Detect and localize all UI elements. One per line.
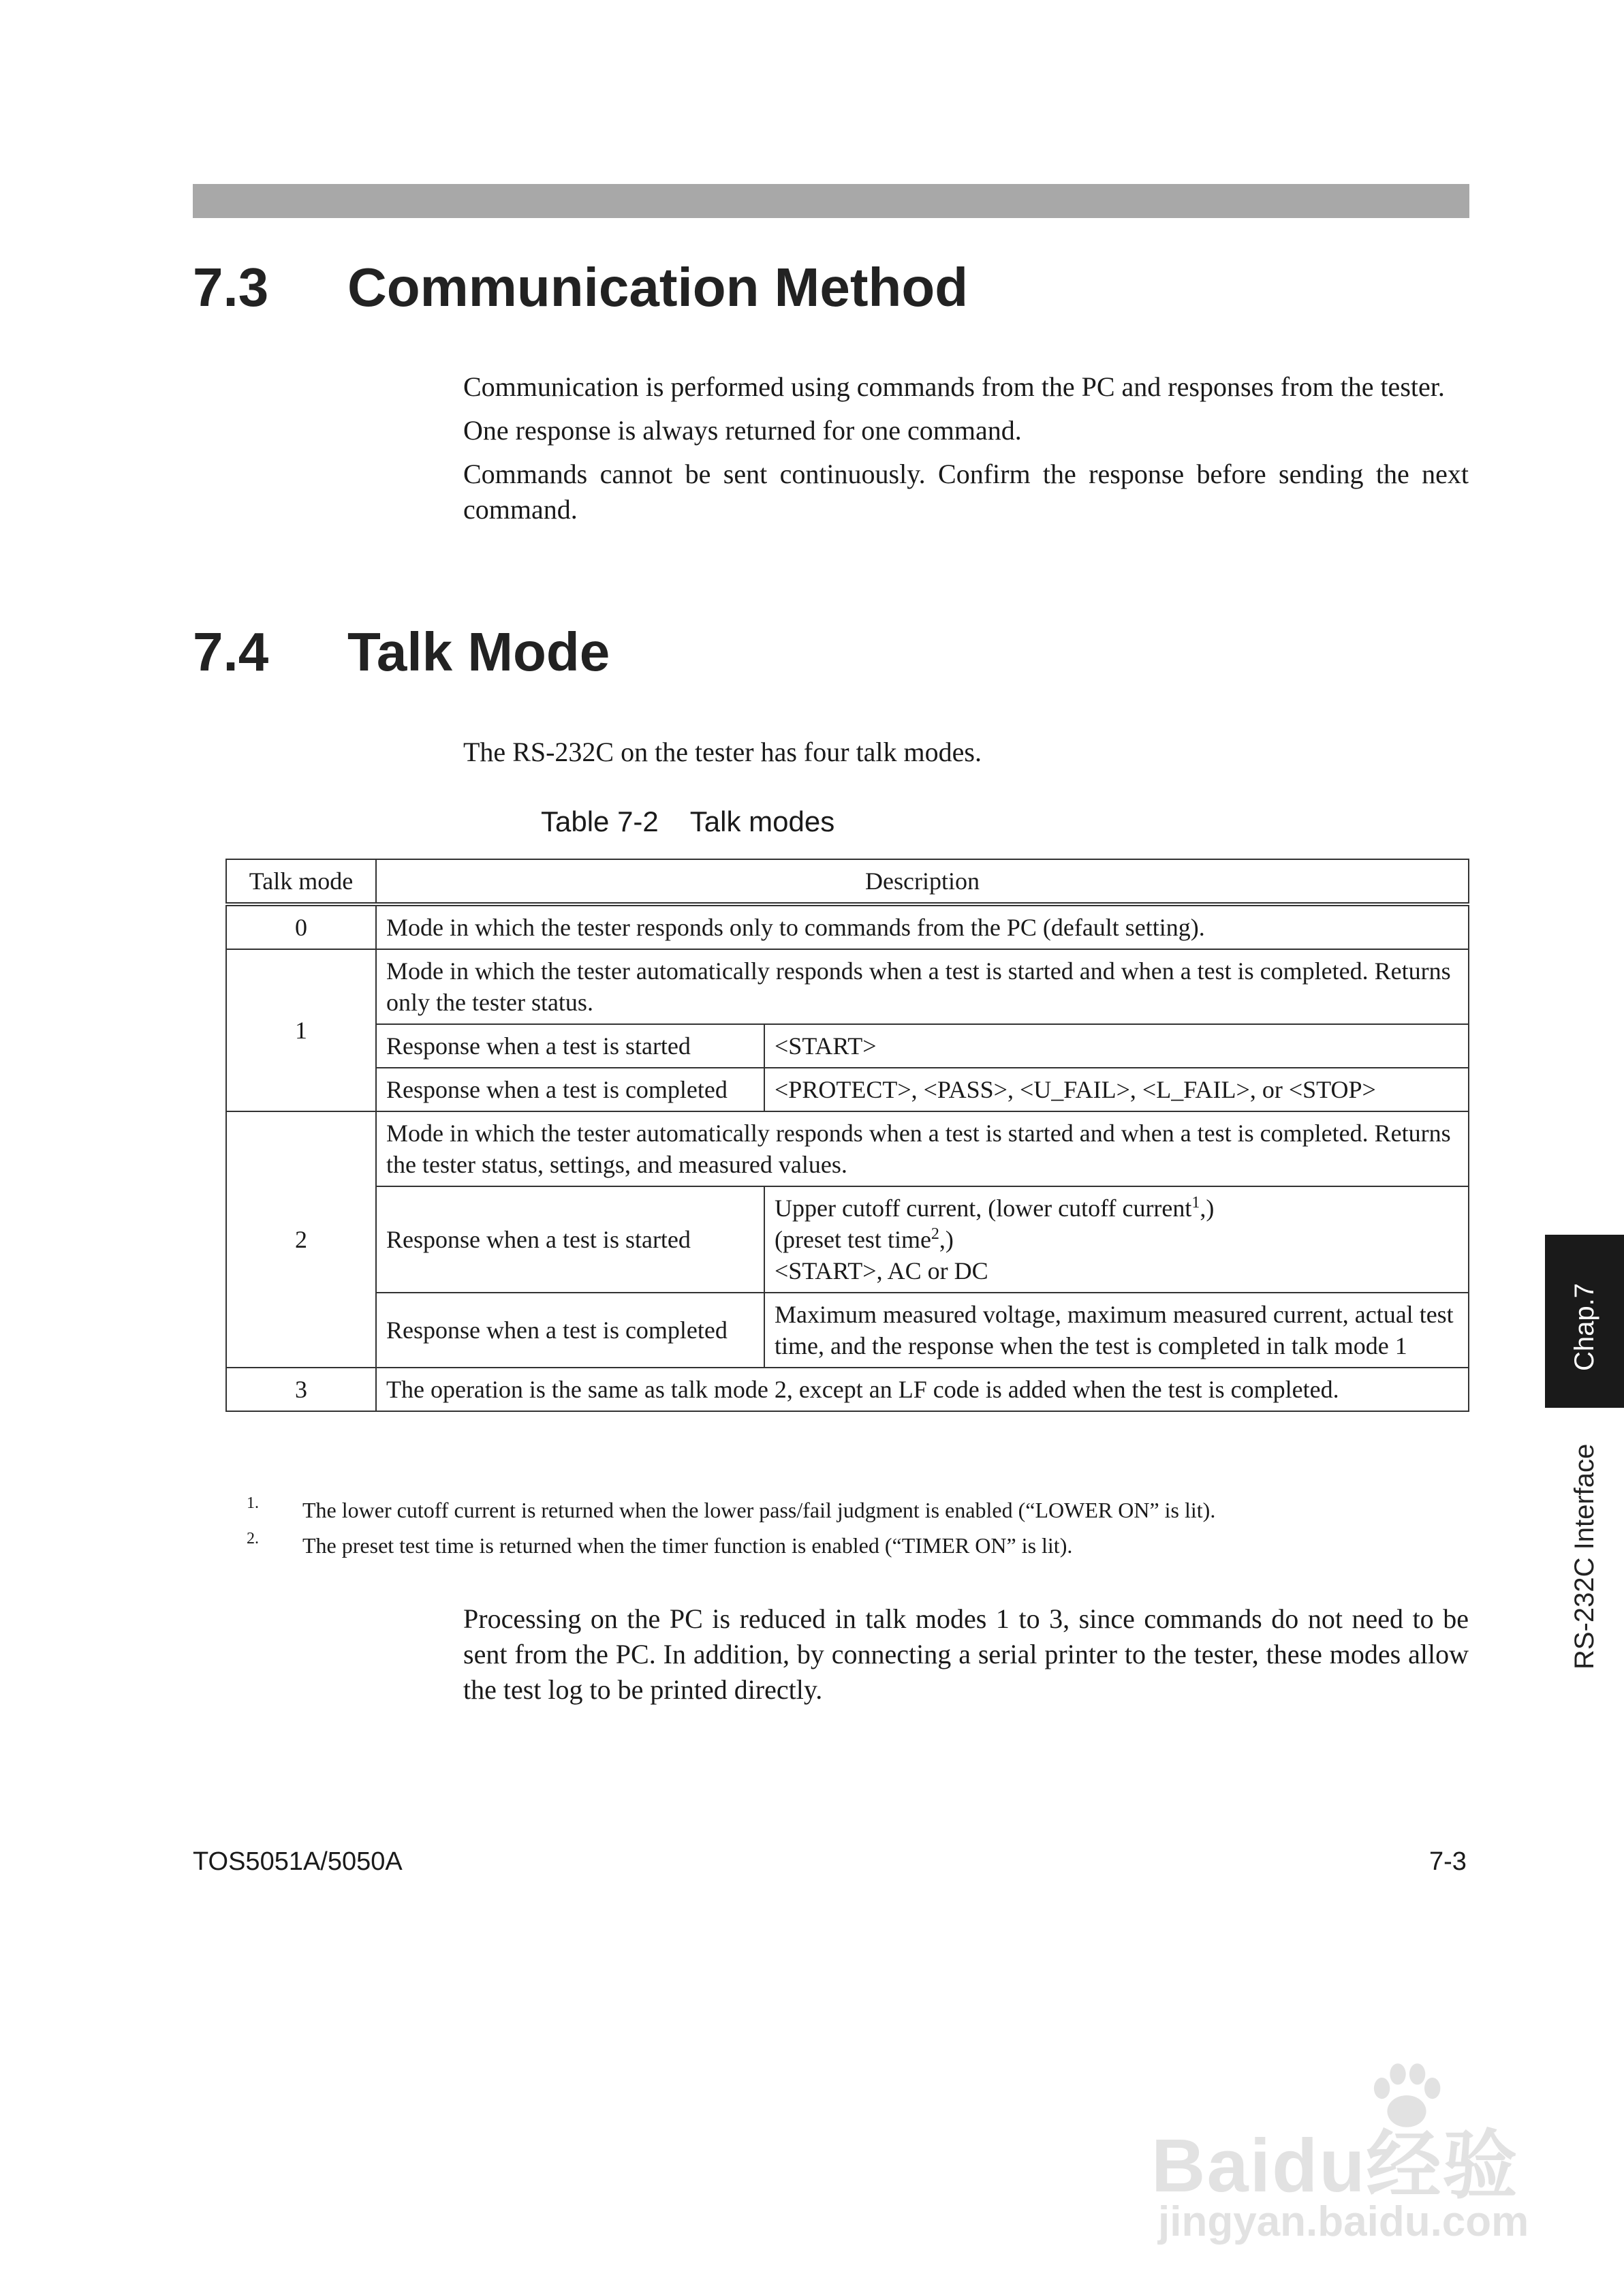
talk-mode-intro (463, 735, 1469, 778)
paragraph: Processing on the PC is reduced in talk modes 1 to 3, since commands do not need to be sent from the PC. In addition, by connecting a serial printer to the tester, these modes allow the test log to be printed directly. (463, 1603, 1469, 1705)
section-number: 7.3 (193, 257, 269, 318)
watermark-url: jingyan.baidu.com (1158, 2198, 1529, 2245)
section-heading-7-4 (193, 621, 610, 683)
mode-description: Mode in which the tester automatically responds when a test is started and when a test is completed. Returns the tester status, settings, and measured values. (376, 1111, 1469, 1186)
table-row (226, 1111, 1469, 1186)
footnote (247, 1528, 1459, 1563)
footer-page-number: 7-3 (1429, 1847, 1467, 1876)
table-caption (541, 804, 834, 840)
table-row (226, 1293, 1469, 1368)
footnote-ref: 2 (931, 1225, 939, 1243)
footnote-ref: 1 (1191, 1194, 1200, 1212)
side-section-label: RS-232C Interface (1570, 1443, 1599, 1669)
response-started-label: Response when a test is started (376, 1024, 764, 1068)
paragraph: Commands cannot be sent continuously. Confirm the response before sending the next command. (463, 459, 1469, 525)
table-row (226, 1186, 1469, 1293)
baidu-watermark (1151, 2078, 1533, 2269)
value-line: <START>, AC or DC (775, 1257, 988, 1284)
header-talk-mode: Talk mode (226, 859, 376, 904)
mode-number: 1 (226, 949, 376, 1111)
section-header-bar (193, 184, 1469, 218)
value-text: ,) (939, 1226, 954, 1253)
footnotes (247, 1492, 1459, 1563)
table-row (226, 1024, 1469, 1068)
section-number: 7.4 (193, 621, 269, 682)
watermark-brand: Baidu经验 (1151, 2124, 1519, 2208)
mode-number: 0 (226, 904, 376, 949)
chapter-tab-label: Chap.7 (1570, 1283, 1599, 1371)
footnote (247, 1492, 1459, 1528)
table-caption-title: Talk modes (689, 805, 835, 837)
response-completed-value: Maximum measured voltage, maximum measured current, actual test time, and the response when the test is completed in talk mode 1 (764, 1293, 1469, 1368)
table-row (226, 1068, 1469, 1111)
response-completed-label: Response when a test is completed (376, 1293, 764, 1368)
mode-number: 2 (226, 1111, 376, 1368)
footnote-mark: 2. (247, 1530, 259, 1547)
section-title: Talk Mode (347, 621, 610, 682)
response-completed-value: <PROTECT>, <PASS>, <U_FAIL>, <L_FAIL>, or <STOP> (764, 1068, 1469, 1111)
paragraph: One response is always returned for one command. (463, 415, 1022, 446)
paragraph: The RS-232C on the tester has four talk modes. (463, 737, 982, 767)
section-title: Communication Method (347, 257, 969, 318)
chapter-tab (1545, 1235, 1624, 1408)
table-row (226, 1368, 1469, 1411)
talk-modes-table (225, 859, 1469, 1412)
table-caption-number: Table 7-2 (541, 805, 659, 837)
value-text: (preset test time (775, 1226, 931, 1253)
mode-description: Mode in which the tester responds only to commands from the PC (default setting). (376, 904, 1469, 949)
response-started-label: Response when a test is started (376, 1186, 764, 1293)
response-started-value: <START> (764, 1024, 1469, 1068)
paragraph: Communication is performed using commands from the PC and responses from the tester. (463, 371, 1445, 402)
communication-method-text (463, 369, 1469, 536)
value-line (775, 1224, 1458, 1255)
table-row (226, 949, 1469, 1024)
footer-model: TOS5051A/5050A (193, 1847, 403, 1876)
footnote-text: The lower cutoff current is returned when the lower pass/fail judgment is enabled (“LOWER ON” is lit). (302, 1498, 1216, 1522)
value-line (775, 1192, 1458, 1224)
footnote-mark: 1. (247, 1494, 259, 1512)
mode-description: Mode in which the tester automatically responds when a test is started and when a test is completed. Returns only the tester status. (376, 949, 1469, 1024)
mode-number: 3 (226, 1368, 376, 1411)
footnote-text: The preset test time is returned when the timer function is enabled (“TIMER ON” is lit). (302, 1533, 1073, 1558)
value-text: ,) (1200, 1195, 1215, 1222)
value-text: Upper cutoff current, (lower cutoff current (775, 1195, 1192, 1222)
mode-description: The operation is the same as talk mode 2, except an LF code is added when the test is completed. (376, 1368, 1469, 1411)
response-started-value (764, 1186, 1469, 1293)
section-heading-7-3 (193, 257, 968, 318)
table-header-row (226, 859, 1469, 904)
response-completed-label: Response when a test is completed (376, 1068, 764, 1111)
table-row (226, 904, 1469, 949)
closing-text (463, 1601, 1469, 1716)
header-description: Description (376, 859, 1469, 904)
